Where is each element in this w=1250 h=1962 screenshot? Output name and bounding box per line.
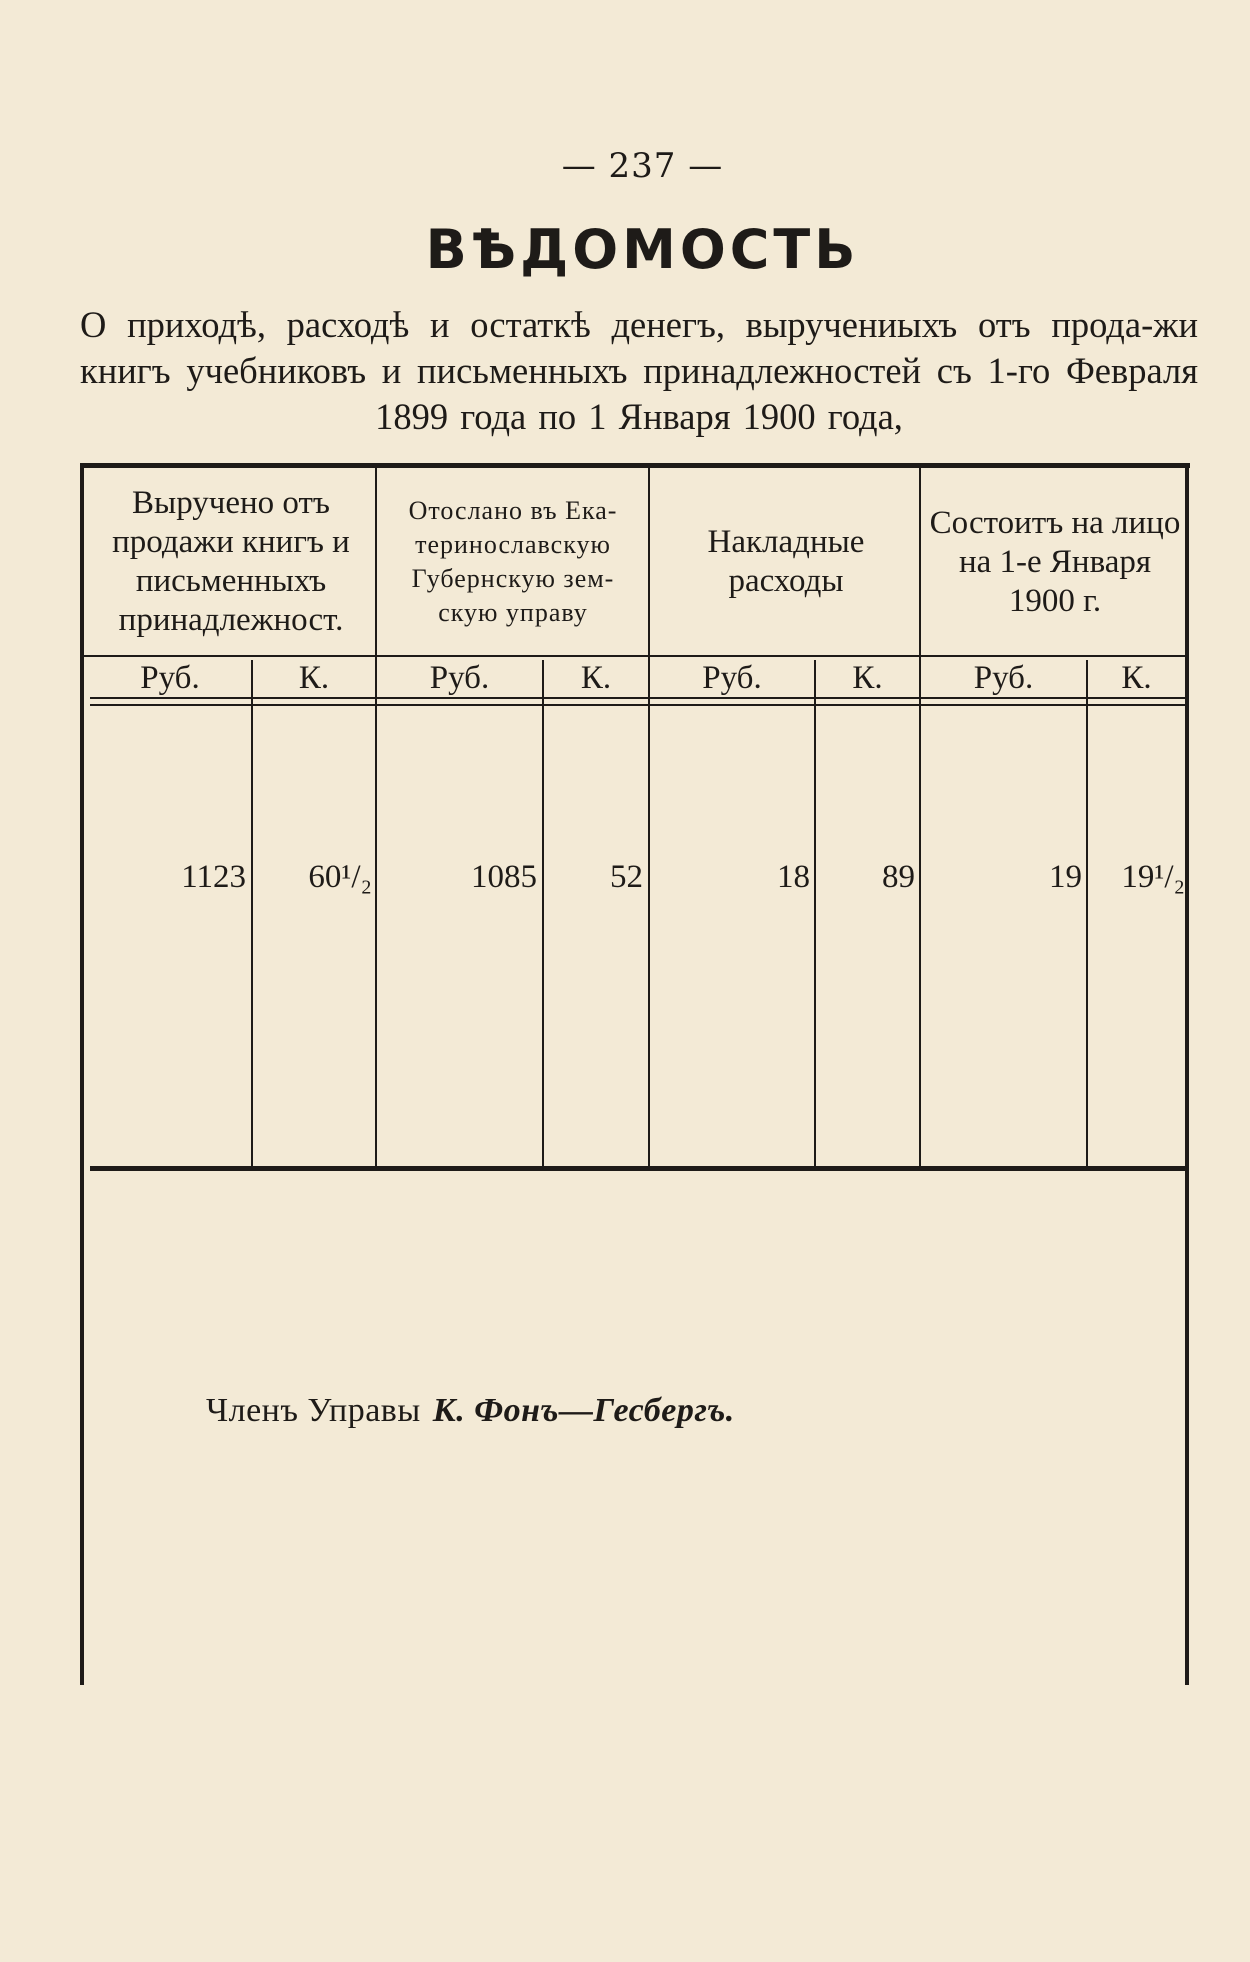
- value-revenue-kop: 60¹/₂: [308, 859, 372, 895]
- signature-line: [206, 1392, 735, 1430]
- value-overhead-kop: 89: [882, 859, 915, 895]
- page-number: — 237 —: [561, 146, 724, 186]
- unit-rub: Руб.: [429, 659, 490, 696]
- header-revenue: Выручено отъ продажи книгъ и письменныхъ принадлежност.: [112, 485, 350, 638]
- rub-kop-separator: [1086, 660, 1088, 1168]
- body-bottom-rule: [90, 1166, 1185, 1171]
- document-title: ВѢДОМОСТЬ: [425, 218, 860, 281]
- unit-rub: Руб.: [973, 659, 1034, 696]
- header-sent-to-zemstvo: Отослано въ Ека-теринославскую Губернскую зем-скую управу: [408, 496, 618, 627]
- rub-kop-separator: [814, 660, 816, 1168]
- unit-kop: К.: [852, 659, 883, 696]
- column-separator: [919, 468, 921, 1168]
- signature-role: Членъ Управы: [206, 1392, 421, 1429]
- rub-kop-separator: [251, 660, 253, 1168]
- unit-kop: К.: [1121, 659, 1152, 696]
- value-sent-kop: 52: [610, 859, 643, 895]
- signature-name: К. Фонъ—Гесбергъ.: [432, 1392, 735, 1429]
- header-overhead: Накладные расходы: [707, 524, 865, 599]
- units-divider-2: [90, 704, 1185, 706]
- unit-rub: Руб.: [702, 659, 762, 696]
- value-sent-rub: 1085: [471, 859, 537, 895]
- column-separator: [648, 468, 650, 1168]
- unit-rub: Руб.: [140, 659, 200, 696]
- header-balance: Состоитъ на лицо на 1-е Января 1900 г.: [929, 504, 1181, 619]
- unit-kop: К.: [580, 659, 612, 696]
- document-subtitle: О приходѣ, расходѣ и остаткѣ денегъ, выручениыхъ отъ прода-жи книгъ учебниковъ и письменныхъ принадлежностей съ 1-го Февраля 1899 года по 1 Января 1900 года,: [80, 304, 1198, 437]
- header-divider: [84, 655, 1185, 657]
- value-balance-rub: 19: [1049, 859, 1082, 895]
- table-left-rule: [80, 463, 84, 1685]
- unit-kop: К.: [298, 659, 330, 696]
- value-overhead-rub: 18: [777, 859, 810, 895]
- rub-kop-separator: [542, 660, 544, 1168]
- value-balance-kop: 19¹/₂: [1121, 859, 1185, 895]
- table-top-rule: [82, 463, 1190, 468]
- column-separator: [375, 468, 377, 1168]
- value-revenue-rub: 1123: [181, 859, 246, 895]
